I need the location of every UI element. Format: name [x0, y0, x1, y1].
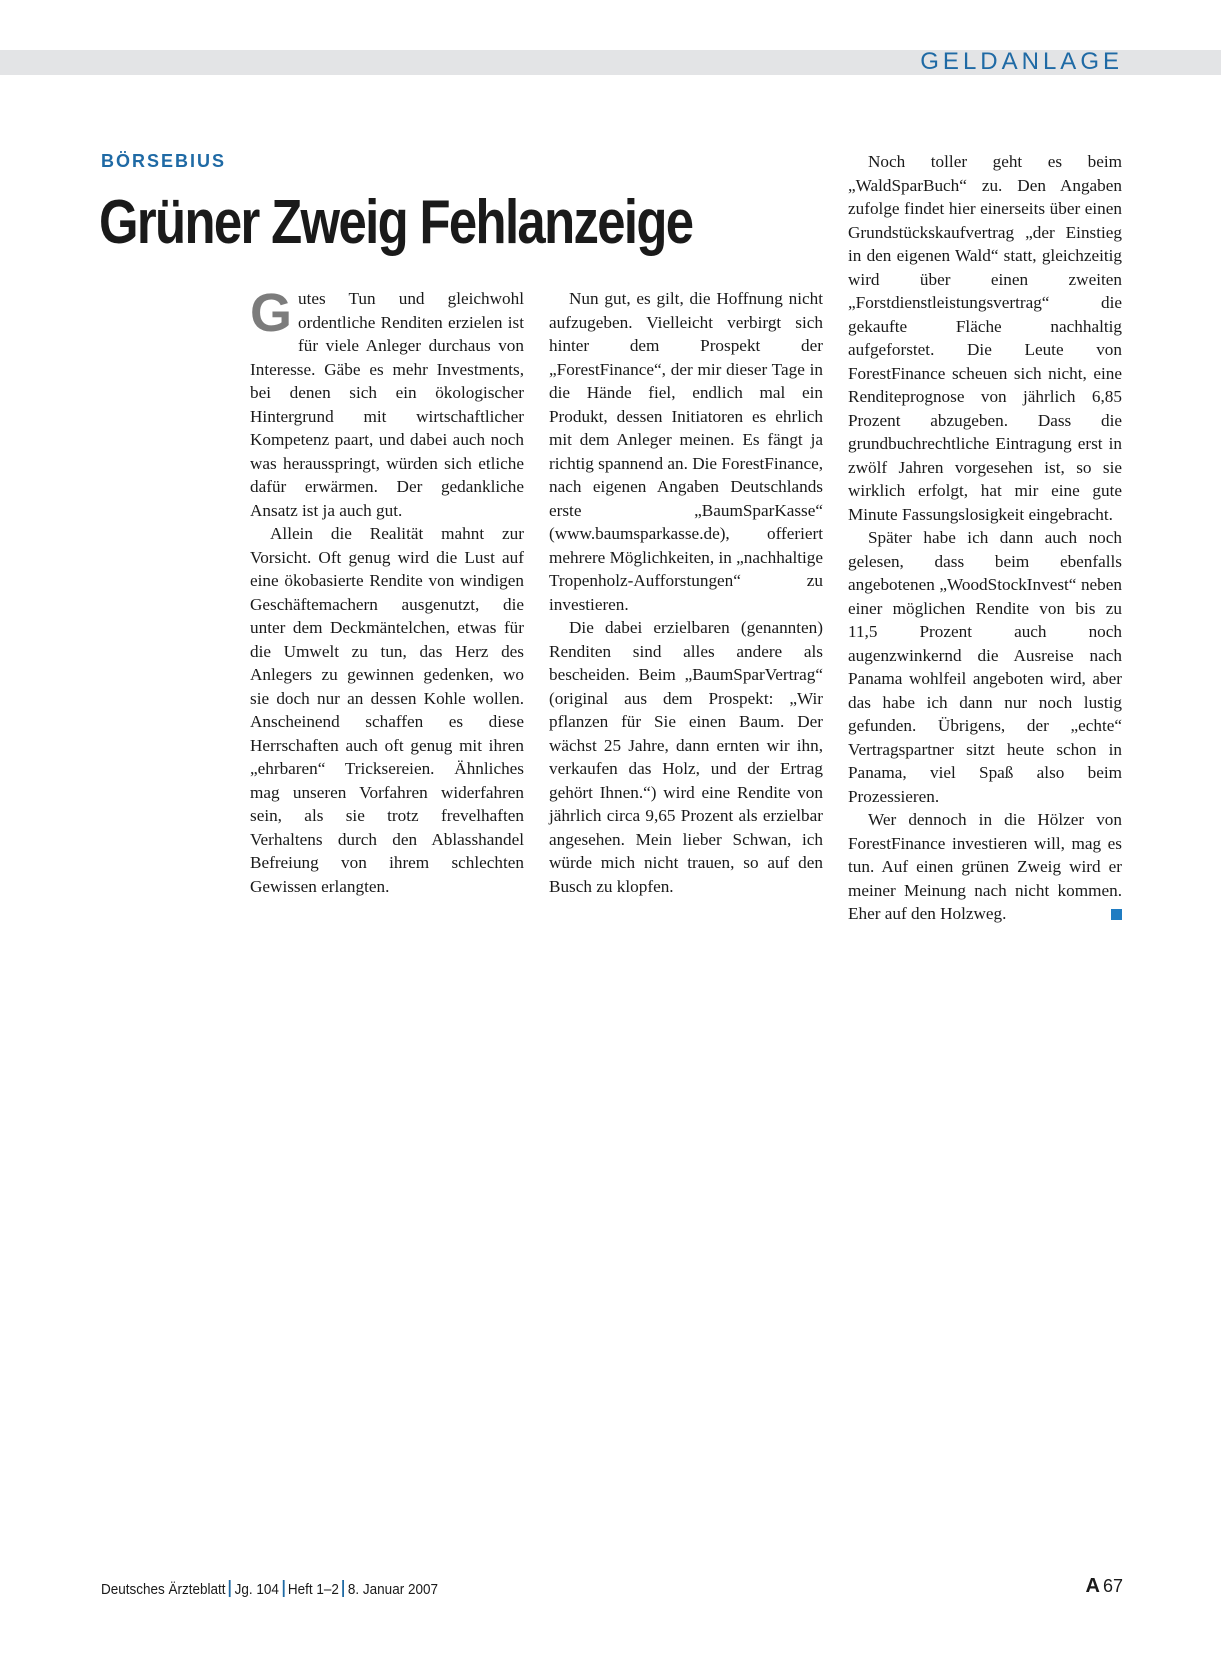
article-headline: Grüner Zweig Fehlanzeige	[99, 188, 693, 257]
end-of-article-square-icon	[1111, 909, 1122, 920]
paragraph: Noch toller geht es beim „WaldSparBuch“ zu. Den Angaben zufolge findet hier einerseits über einen Grundstückskaufvertrag „der Einstieg in den eigenen Wald“ statt, gleichzeitig wird über einen zweiten „Forstdienstleistungsvertrag“ die gekaufte Fläche nachhaltig aufgeforstet. Die Leute von ForestFinance scheuen sich nicht, eine Renditeprognose von jährlich 6,85 Prozent abzugeben. Dass die grundbuchrechtliche Eintragung erst in zwölf Jahren vorgesehen ist, so sie wirklich erfolgt, hat mir eine gute Minute Fassungslosigkeit eingebracht.	[848, 152, 1122, 524]
page-prefix: A	[1085, 1575, 1100, 1597]
paragraph	[848, 808, 1122, 926]
volume: Jg. 104	[234, 1581, 279, 1598]
article-column-3	[848, 150, 1122, 926]
page-number	[1086, 1575, 1123, 1598]
paragraph: Die dabei erzielbaren (genannten) Renditen sind alles andere als bescheiden. Beim „BaumSparVertrag“ (original aus dem Prospekt: „Wir pflanzen für Sie einen Baum. Der wächst 25 Jahre, dann ernten wir ihn, verkaufen das Holz, und der Ertrag gehört Ihnen.“) wird eine Rendite von jährlich circa 9,65 Prozent als erzielbar angesehen. Mein lieber Schwan, ich würde mich nicht trauen, so auf den Busch zu klopfen.	[549, 618, 823, 896]
footer-citation	[101, 1580, 438, 1598]
divider	[282, 1580, 284, 1597]
paragraph: Allein die Realität mahnt zur Vorsicht. Oft genug wird die Lust auf eine ökobasierte Rendite von windigen Geschäftemachern ausgenutzt, die unter dem Deckmäntelchen, etwas für die Umwelt zu tun, das Herz des Anlegers zu gewinnen gedenken, wo sie doch nur an dessen Kohle wollen. Anscheinend schaffen es diese Herrschaften auch oft genug mit ihren „ehrbaren“ Tricksereien. Ähnliches mag unseren Vorfahren widerfahren sein, als sie trotz frevelhaften Verhaltens durch den Ablasshandel Befreiung von ihrem schlechten Gewissen erlangten.	[250, 524, 524, 896]
page-number-value: 67	[1102, 1576, 1123, 1596]
article-column-1	[250, 283, 524, 898]
paragraph-text: utes Tun und gleichwohl ordentliche Renditen erzielen ist für viele Anleger durchaus von Interesse. Gäbe es mehr Investments, bei denen sich ein ökologischer Hintergrund mit wirtschaftlicher Kompetenz paart, und dabei auch noch was herausspringt, würden sich etliche dafür erwärmen. Der gedankliche Ansatz ist ja auch gut.	[250, 289, 524, 520]
publication-name: Deutsches Ärzteblatt	[101, 1581, 226, 1598]
issue: Heft 1–2	[287, 1581, 339, 1598]
divider	[343, 1580, 345, 1597]
issue-date: 8. Januar 2007	[347, 1581, 438, 1598]
paragraph: Nun gut, es gilt, die Hoffnung nicht aufzugeben. Vielleicht verbirgt sich hinter dem Prospekt der „ForestFinance“, der mir dieser Tage in die Hände fiel, endlich mal ein Produkt, dessen Initiatoren es ehrlich mit dem Anleger meinen. Es fängt ja richtig spannend an. Die ForestFinance, nach eigenen Angaben Deutschlands erste „BaumSparKasse“ (www.baumsparkasse.de), offeriert mehrere Möglichkeiten, in „nachhaltige Tropenholz-Aufforstungen“ zu investieren.	[549, 289, 823, 614]
divider	[229, 1580, 231, 1597]
drop-cap: G	[250, 283, 293, 343]
paragraph	[250, 283, 524, 522]
article-column-2	[549, 287, 823, 898]
paragraph: Später habe ich dann auch noch gelesen, dass beim ebenfalls angebotenen „WoodStockInvest“ neben einer möglichen Rendite von bis zu 11,5 Prozent auch noch augenzwinkernd die Ausreise nach Panama wohlfeil angeboten wird, aber das habe ich dann nur noch lustig gefunden. Übrigens, der „echte“ Vertragspartner sitzt heute schon in Panama, viel Spaß also beim Prozessieren.	[848, 528, 1122, 806]
article-kicker: BÖRSEBIUS	[101, 151, 227, 171]
section-label: GELDANLAGE	[920, 48, 1123, 75]
paragraph-text: Wer dennoch in die Hölzer von ForestFinance investieren will, mag es tun. Auf einen grünen Zweig wird er meiner Meinung nach nicht kommen. Eher auf den Holzweg.	[848, 810, 1122, 923]
